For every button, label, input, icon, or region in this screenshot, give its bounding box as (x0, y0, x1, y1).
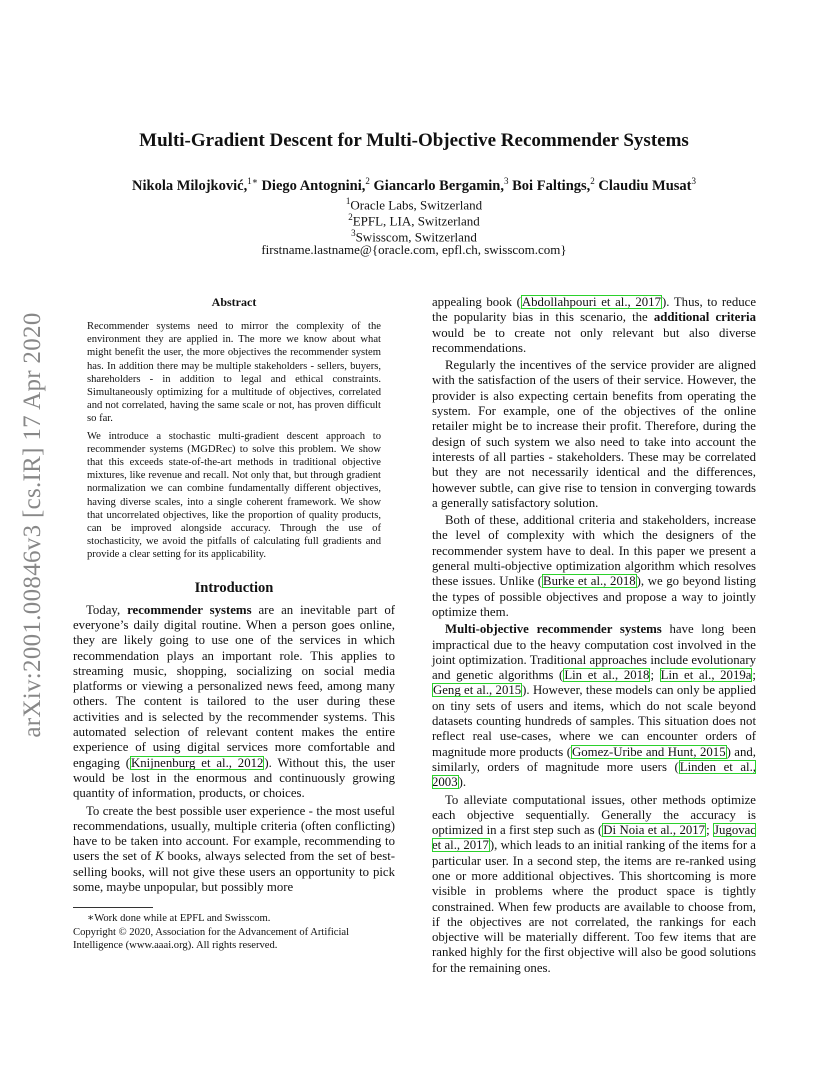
text-run: ; (752, 668, 756, 683)
abstract-paragraph: Recommender systems need to mirror the complexity of the environment they are applied in. The more we know about what might benefit the user, the more objectives the recommender system has. In addition there may be multiple stakeholders - sellers, buyers, shareholders - in addition to legal and ethical constraints. Simultaneously optimizing for a multitude of objectives, correlated and not correlated, having the same scale or not, has proven difficult so far. (87, 321, 381, 425)
text-run: ). However, these models can only be applied on tiny sets of users and items, which do not scale beyond datasets counting hundreds of samples. This situation does not reflect real use-cases, where we can encounter orders of magnitude more products ( (432, 683, 756, 759)
arxiv-stamp-text: arXiv:2001.00846v3 [cs.IR] 17 Apr 2020 (19, 312, 46, 738)
text-run: ; (650, 668, 660, 683)
text-run: ), we go beyond listing the types of possible objectives and propose a way to jointly optimize them. (432, 574, 756, 619)
text-run: To alleviate computational issues, other methods optimize each objective sequentially. Generally the accuracy is optimized in a first step such as ( (432, 792, 756, 838)
author-name: Claudiu Musat (598, 177, 692, 194)
bold-term: additional criteria (653, 310, 756, 325)
author-affiliation-mark: 1∗ (247, 176, 258, 186)
bold-term: recommender systems (127, 602, 252, 617)
citation-link[interactable]: Gomez-Uribe and Hunt, 2015 (572, 744, 726, 759)
body-paragraph: Regularly the incentives of the service provider are aligned with the satisfaction of the users of their service. However, the provider is also expecting certain benefits from operating the system. For example, one of the objectives of the online retailer might be to increase their profit. Therefore, during the design of such system we also need to take into account the interests of all parties - stakeholders. These may be correlated but they are not necessarily identical and the differences, however subtle, can give rise to tension in converging towards a generally satisfactory solution. (432, 358, 756, 510)
footnote-block (73, 912, 395, 953)
text-run: books, always selected from the set of best-selling books, will not give these users an opportunity to pick some, maybe unpopular, but possibly more (73, 849, 396, 894)
author-name: Giancarlo Bergamin, (373, 177, 505, 194)
text-run: To create the best possible user experience - the most useful recommendations, usually, multiple criteria (often conflicting) have to be taken into account. For example, recommending to users the set of (73, 803, 395, 864)
text-run: are an inevitable part of everyone’s daily digital routine. When a person goes online, they are likely going to use one of the services in which recommendation plays an important role. This applies to streaming music, shopping, socializing on social media platforms or viewing a personalized news feed, among many others. The content is tailored to the user during these activities and is selected by the recommender systems. This automated selection of relevant content makes the entire experience of using digital services more comfortable and engaging ( (73, 602, 395, 770)
author-name: Boi Faltings, (512, 177, 591, 194)
citation-link[interactable]: Di Noia et al., 2017 (603, 823, 706, 838)
text-run: have long been impractical due to the heavy computation cost involved in the joint optimization. Traditional approaches include evolutionary and genetic algorithms ( (432, 622, 756, 683)
section-heading-introduction: Introduction (194, 579, 274, 596)
abstract-paragraph: We introduce a stochastic multi-gradient descent approach to recommender systems (MGDRec) to solve this problem. We show that this exceeds state-of-the-art methods in traditional objective mixtures, like revenue and recall. Not only that, but through gradient normalization we can combine fundamentally different objectives, having diverse scales, into a single coherent framework. We show that uncorrelated objectives, like the proportion of quality products, can be improved alongside accuracy. Through the use of stochasticity, we avoid the pitfalls of calculating full gradients and provide a clear setting for its applicability. (87, 430, 381, 561)
affiliation-text: Swisscom, Switzerland (355, 229, 477, 245)
affiliation-mark: 2 (348, 212, 353, 222)
author-affiliation-mark: 3 (504, 176, 509, 186)
citation-link[interactable]: Knijnenburg et al., 2012 (131, 755, 264, 770)
text-run: ). Without this, the user would be lost in the enormous and continuously growing quantity of information, products, or choices. (73, 755, 395, 801)
citation-link[interactable]: Lin et al., 2019a (660, 668, 752, 683)
abstract-heading: Abstract (211, 295, 257, 309)
affiliation-mark: 3 (351, 228, 356, 238)
text-run: appealing book ( (432, 295, 521, 309)
footnote-divider (73, 907, 153, 908)
text-run: Today, (86, 602, 128, 617)
body-paragraph (432, 622, 756, 790)
affiliation-text: Oracle Labs, Switzerland (350, 197, 483, 213)
body-paragraph (73, 804, 395, 896)
body-paragraph (73, 603, 395, 802)
body-paragraph (432, 793, 756, 977)
text-run: would be to create not only relevant but also diverse recommendations. (432, 325, 756, 355)
text-run: ), which leads to an initial ranking of the items for a particular user. In a second step, the items are re-ranked using one or more additional objectives. This shortcoming is more visible in problems where the product space is tightly constrained. When few products are available to choose from, if the objectives are not correlated, the rankings for each objective will be materially different. Too few items that are ranked highly for the first objective will also be good solutions for the remaining ones. (432, 838, 756, 975)
citation-link[interactable]: Geng et al., 2015 (433, 683, 522, 698)
copyright-notice: Copyright © 2020, Association for the Advancement of Artificial Intelligence (www.aaai.org). All rights reserved. (73, 926, 350, 951)
author-name: Nikola Milojković, (132, 177, 248, 194)
math-variable: K (155, 849, 164, 864)
text-run: ). (458, 775, 467, 790)
paper-title: Multi-Gradient Descent for Multi-Objective Recommender Systems (139, 130, 689, 151)
author-affiliation-mark: 2 (365, 176, 370, 186)
author-affiliation-mark: 3 (691, 176, 696, 186)
text-run: Both of these, additional criteria and stakeholders, increase the level of complexity with which the designers of the recommender system have to deal. In this paper we present a general multi-objective optimization algorithm which resolves these issues. Unlike ( (432, 513, 756, 589)
author-affiliation-mark: 2 (590, 176, 595, 186)
footnote-text: ∗Work done while at EPFL and Swisscom. (87, 913, 271, 924)
citation-link[interactable]: Burke et al., 2018 (543, 574, 636, 589)
citation-link[interactable]: Abdollahpouri et al., 2017 (521, 295, 661, 309)
text-run: ). Thus, to reduce the popularity bias in this scenario, the (432, 295, 756, 325)
author-name: Diego Antognini, (261, 177, 366, 194)
bold-term: Multi-objective recommender systems (445, 622, 662, 637)
author-emails: firstname.lastname@{oracle.com, epfl.ch, swisscom.com} (261, 242, 567, 257)
body-paragraph (432, 295, 756, 356)
left-column (73, 295, 395, 895)
arxiv-stamp (8, 295, 58, 755)
citation-link[interactable]: Lin et al., 2018 (564, 668, 650, 683)
right-column (432, 295, 756, 976)
author-list (0, 176, 828, 195)
text-run: ; (706, 823, 714, 838)
affiliation-text: EPFL, LIA, Switzerland (352, 213, 480, 229)
citation-link[interactable]: Linden et al., 2003 (432, 759, 757, 790)
body-paragraph (432, 513, 756, 620)
citation-link[interactable]: Jugovac et al., 2017 (432, 823, 756, 853)
text-run: ) and, similarly, orders of magnitude more users ( (432, 744, 756, 774)
affiliation-mark: 1 (345, 196, 351, 206)
